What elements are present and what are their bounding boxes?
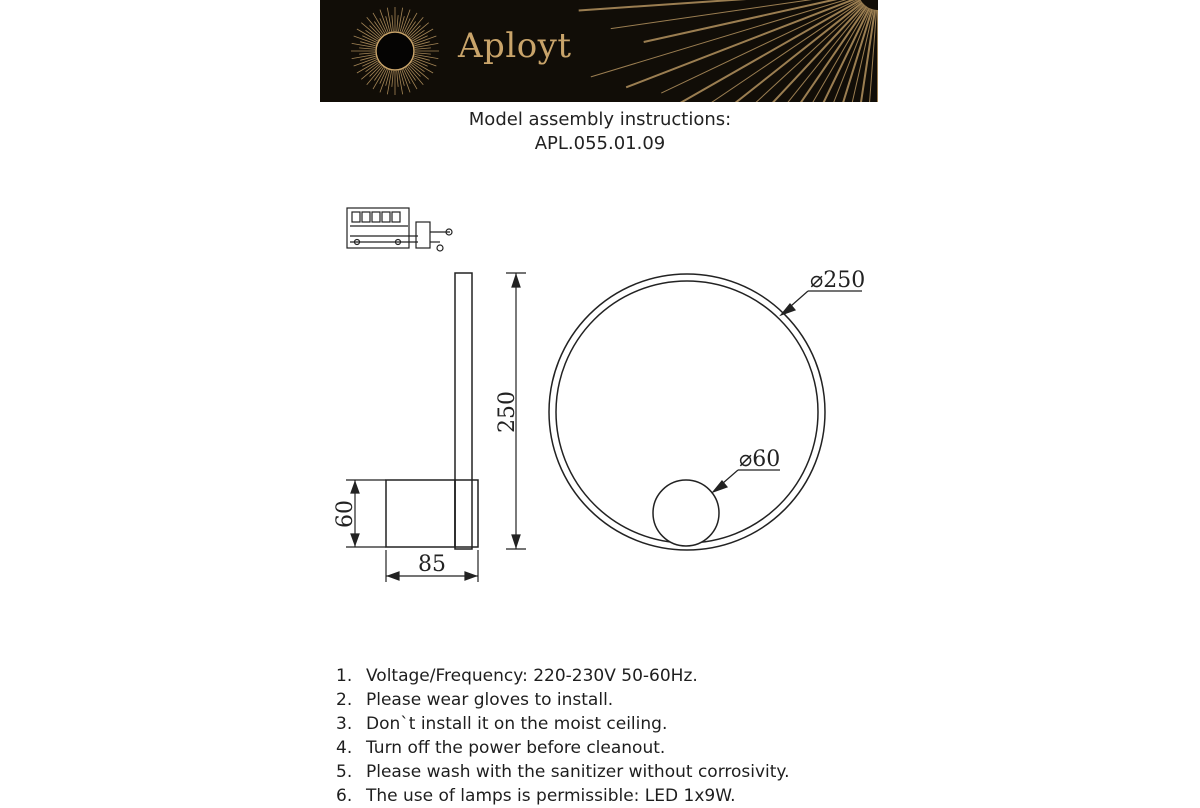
instruction-item: 3. Don`t install it on the moist ceiling. [336,714,668,734]
title-line: Model assembly instructions: [468,109,732,130]
instruction-item: 5. Please wash with the sanitizer without corrosivity. [336,762,790,782]
wall-base [386,480,455,547]
model-number: APL.055.01.09 [534,133,666,154]
height-dimension-label: 250 [495,391,520,433]
ring-diameter-label: ⌀250 [810,268,866,293]
brand-name: Aployt [458,26,572,66]
instruction-item: 6. The use of lamps is permissible: LED 1x9W. [336,786,736,806]
ball-diameter-leader [713,470,780,492]
instructions-list [336,664,789,808]
instruction-item: 1. Voltage/Frequency: 220-230V 50-60Hz. [336,666,698,686]
globe-shade [653,480,719,546]
ring-diameter-leader [781,291,862,315]
instruction-item: 2. Please wear gloves to install. [336,690,614,710]
base-height-label: 60 [333,500,358,528]
terminal-block-icon [347,208,452,251]
instruction-item: 4. Turn off the power before cleanout. [336,738,666,758]
base-plate [455,480,478,547]
side-view [386,273,478,549]
ring-side-profile [455,273,472,549]
front-view [549,274,825,550]
ball-diameter-label: ⌀60 [739,447,781,472]
depth-dimension-label: 85 [418,552,446,577]
